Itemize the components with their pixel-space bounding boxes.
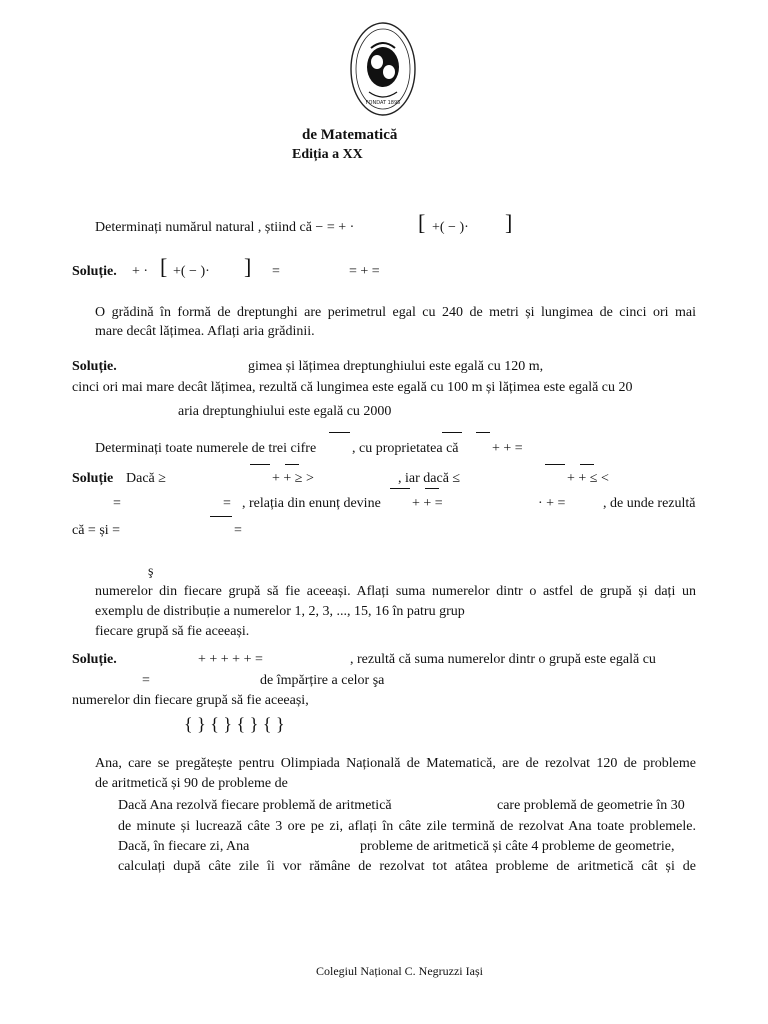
problem5-b-line2: calculați după câte zile îi vor rămâne de rezolvat tot atâtea probleme de aritmetică cât și de: [118, 859, 696, 874]
solution4-2a: =: [142, 673, 150, 688]
problem5-a-line1b: care problemă de geometrie în 30: [497, 798, 685, 813]
solution3-1d: + + ≤ <: [567, 471, 609, 486]
solution1-part-b: +( − )·: [173, 264, 210, 279]
problem2-line1: O grădină în formă de dreptunghi are perimetrul egal cu 240 de metri și lungimea de cinci ori mai: [95, 305, 696, 320]
solution3-label: Soluție: [72, 471, 114, 486]
svg-text:FONDAT 1895: FONDAT 1895: [365, 100, 401, 106]
contest-title: de Matematică: [302, 127, 398, 143]
solution2-line1: gimea și lățimea dreptunghiului este egală cu 120 m,: [248, 359, 544, 374]
edition-label: Ediția a XX: [292, 147, 363, 162]
overline-8: [425, 488, 439, 489]
solution3-1a: Dacă ≥: [126, 471, 166, 486]
page-footer: Colegiul Național C. Negruzzi Iași: [316, 964, 483, 978]
solution4-1b: , rezultă că suma numerelor dintr o grupă este egală cu: [350, 652, 656, 667]
school-seal-logo: [349, 20, 417, 118]
bracket-open: [: [160, 254, 168, 279]
solution3-2d: + + =: [412, 496, 443, 511]
solution3-2e: · + =: [538, 496, 566, 511]
problem5-b-line1: Dacă, în fiecare zi, Ana: [118, 839, 250, 854]
solution4-label: Soluție.: [72, 652, 117, 667]
solution4-groups: { } { } { } { }: [184, 714, 285, 734]
problem5-line1: Ana, care se pregătește pentru Olimpiada Națională de Matematică, are de rezolvat 120 de probleme: [95, 756, 696, 771]
problem5-b-line1b: probleme de aritmetică și câte 4 probleme de geometrie,: [360, 839, 675, 854]
problem4-line3: fiecare grupă să fie aceeași.: [95, 624, 250, 639]
overline-2: [476, 432, 490, 433]
solution3-3b: =: [234, 523, 242, 538]
problem5-line2: de aritmetică și 90 de probleme de: [95, 776, 288, 791]
solution3-2f: , de unde rezultă: [603, 496, 696, 511]
problem3-statement-2: , cu proprietatea că: [352, 441, 459, 456]
problem3-statement: Determinați toate numerele de trei cifre: [95, 441, 317, 456]
overline-6: [580, 464, 594, 465]
solution2-line2: cinci ori mai mare decât lățimea, rezultă că lungimea este egală cu 100 m și lățimea este egală cu 20: [72, 380, 633, 395]
overline-9: [210, 516, 232, 517]
solution2-line3: aria dreptunghiului este egală cu 2000: [178, 404, 392, 419]
solution3-3a: că = și =: [72, 523, 121, 538]
solution3-1b: + + ≥ >: [272, 471, 314, 486]
solution4-3: numerelor din fiecare grupă să fie aceeași,: [72, 693, 309, 708]
solution2-label: Soluție.: [72, 359, 117, 374]
overline-3: [250, 464, 270, 465]
solution4-1a: + + + + + =: [198, 652, 263, 667]
problem4-line2: exemplu de distribuție a numerelor 1, 2, 3, ..., 15, 16 în patru grup: [95, 604, 465, 619]
problem1-statement: Determinați numărul natural , știind că − = + ·: [95, 220, 355, 235]
overline-4: [285, 464, 299, 465]
bracket-open: [: [418, 210, 426, 235]
solution1-part-c: =: [272, 264, 280, 279]
bracket-close: ]: [505, 210, 513, 235]
solution3-2c: , relația din enunț devine: [242, 496, 381, 511]
solution1-label: Soluție.: [72, 264, 117, 279]
overline-abc: [329, 432, 350, 433]
problem5-a-line2: de minute și lucrează câte 3 ore pe zi, aflați în câte zile termină de rezolvat Ana toate problemele.: [118, 819, 696, 834]
solution4-2b: de împărțire a celor şa: [260, 673, 385, 688]
solution3-2a: =: [113, 496, 121, 511]
solution1-part-d: = + =: [349, 264, 380, 279]
overline-1: [442, 432, 462, 433]
solution1-part-a: + ·: [132, 264, 149, 279]
problem3-equation: + + =: [492, 441, 523, 456]
solution3-1c: , iar dacă ≤: [398, 471, 461, 486]
problem2-line2: mare decât lățimea. Aflați aria grădinii.: [95, 324, 315, 339]
problem1-equation-tail: +( − )·: [432, 220, 469, 235]
problem5-a-line1: Dacă Ana rezolvă fiecare problemă de aritmetică: [118, 798, 392, 813]
overline-7: [390, 488, 410, 489]
overline-5: [545, 464, 565, 465]
solution3-2b: =: [223, 496, 231, 511]
problem4-line1: numerelor din fiecare grupă să fie aceeași. Aflați suma numerelor dintr o astfel de grupă și dați un: [95, 584, 696, 599]
stray-char: ş: [148, 564, 154, 579]
bracket-close: ]: [244, 254, 252, 279]
